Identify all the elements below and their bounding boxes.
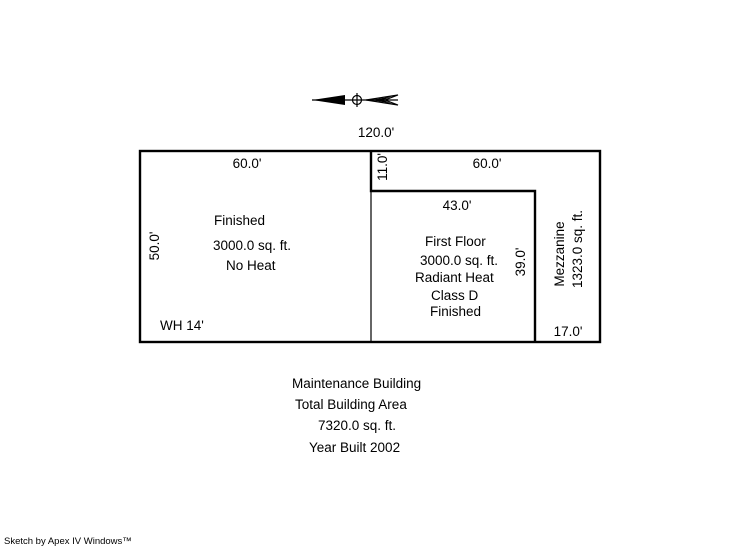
left-area-heat: No Heat — [226, 258, 276, 273]
notch-label: 11.0' — [375, 153, 390, 181]
first-floor-finished: Finished — [430, 304, 482, 319]
mezzanine-label: Mezzanine — [552, 221, 567, 287]
north-arrow-icon — [312, 93, 398, 107]
year-built: Year Built 2002 — [309, 440, 401, 455]
water-heater-label: WH 14' — [160, 318, 204, 333]
left-width-label: 60.0' — [232, 156, 262, 171]
left-height-label: 50.0' — [147, 231, 162, 261]
building-name: Maintenance Building — [292, 376, 422, 391]
right-width-label: 60.0' — [472, 156, 502, 171]
left-area-finished: Finished — [214, 213, 266, 228]
sketch-credit: Sketch by Apex IV Windows™ — [4, 536, 132, 547]
mezzanine-area: 1323.0 sq. ft. — [570, 209, 585, 289]
overall-width-label: 120.0' — [357, 125, 395, 140]
total-area-value: 7320.0 sq. ft. — [318, 418, 397, 433]
first-floor-class: Class D — [431, 288, 479, 303]
left-area-size: 3000.0 sq. ft. — [213, 238, 292, 253]
mezzanine-width-label: 17.0' — [553, 324, 583, 339]
inner-height-label: 39.0' — [513, 247, 528, 277]
first-floor-title: First Floor — [425, 234, 486, 249]
first-floor-heat: Radiant Heat — [415, 270, 494, 285]
total-area-label: Total Building Area — [295, 397, 407, 412]
first-floor-size: 3000.0 sq. ft. — [420, 253, 499, 268]
inner-width-label: 43.0' — [442, 198, 472, 213]
